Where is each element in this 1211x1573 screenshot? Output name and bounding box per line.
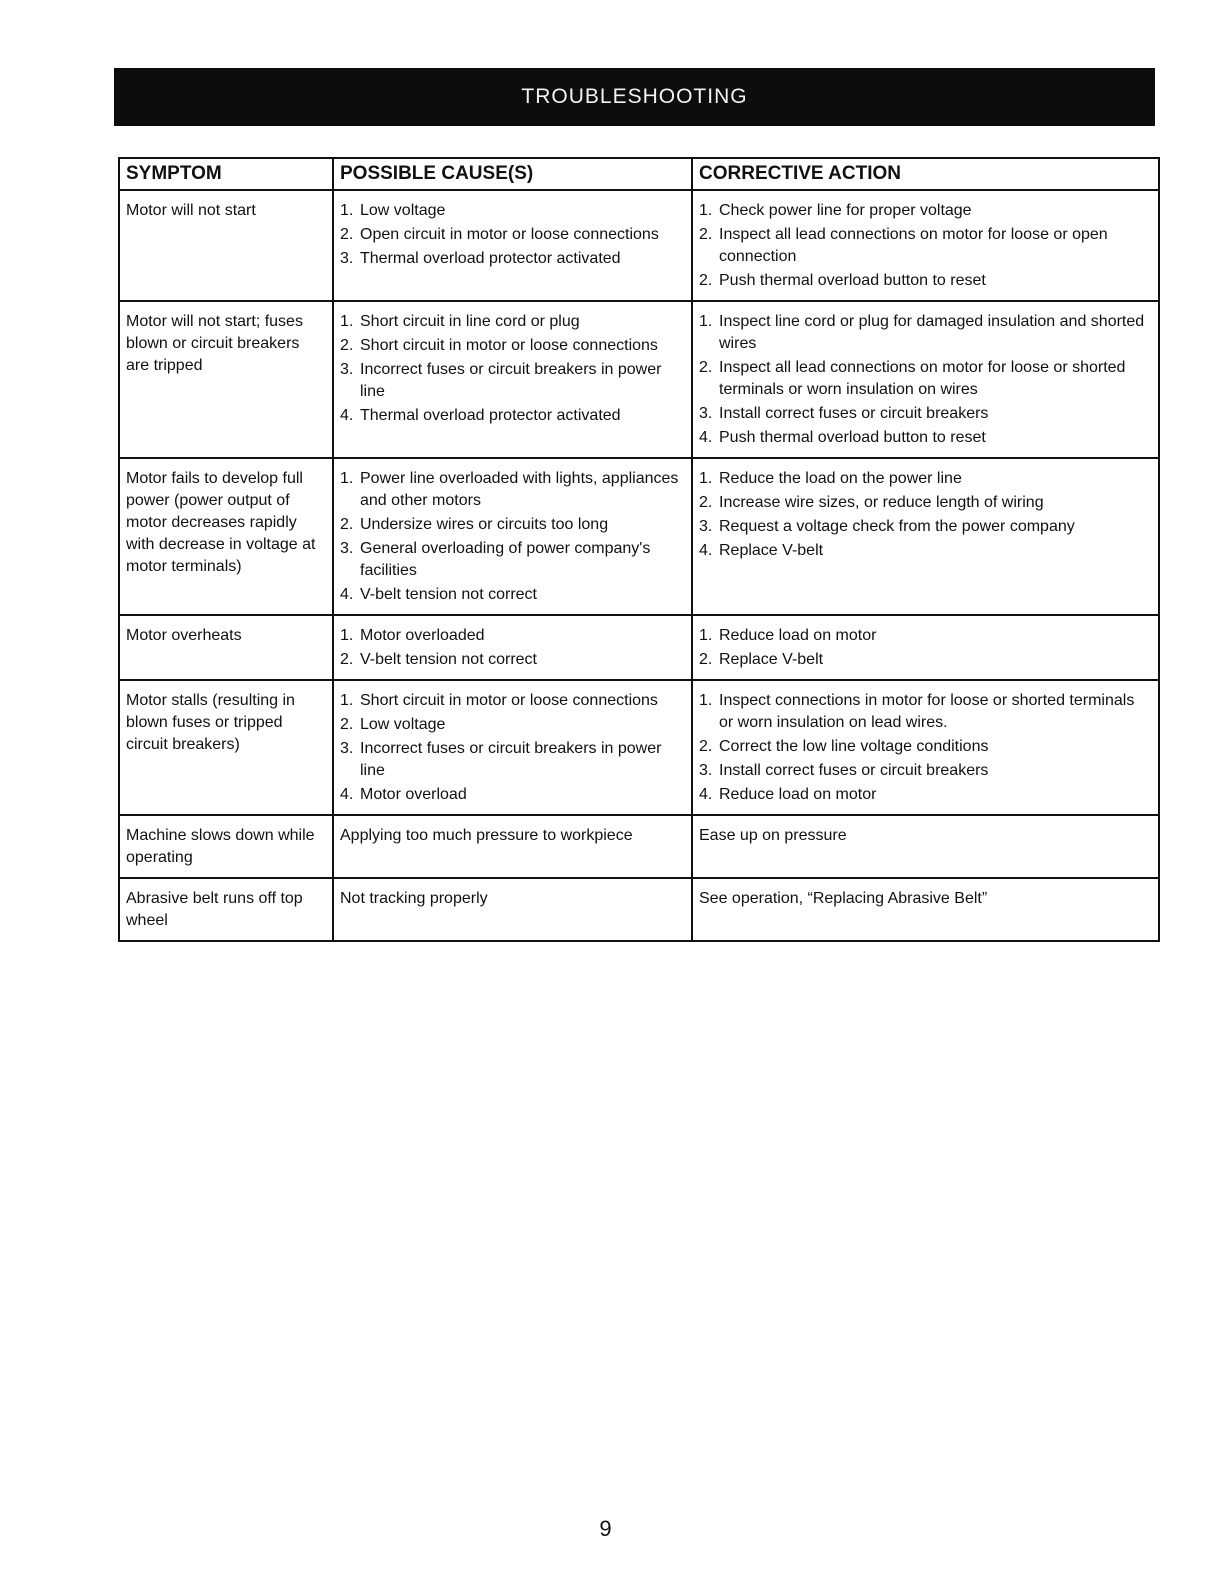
action-item [699,690,1152,734]
action-item-text: Replace V-belt [719,542,824,559]
cause-item-number: 1. [340,692,354,709]
action-item-text: Replace V-belt [719,651,824,668]
cause-item [340,200,685,222]
action-item-number: 4. [699,429,713,446]
cause-cell [333,615,692,680]
cause-item [340,714,685,736]
action-item-text: Ease up on pressure [699,827,847,844]
cause-item-text: V-belt tension not correct [360,586,537,603]
action-item-number: 2. [699,359,713,376]
action-item [699,625,1152,647]
action-item-text: Inspect line cord or plug for damaged insulation and shorted wires [719,313,1145,352]
action-item-number: 2. [699,738,713,755]
action-cell [692,615,1159,680]
cause-list [340,468,685,606]
action-list [699,690,1152,806]
cause-item-text: Short circuit in motor or loose connections [360,692,658,709]
action-item-text: Reduce the load on the power line [719,470,962,487]
action-item [699,760,1152,782]
symptom-cell: Motor stalls (resulting in blown fuses or tripped circuit breakers) [119,680,333,815]
cause-item-number: 2. [340,337,354,354]
cause-item [340,825,685,847]
cause-item-text: Motor overloaded [360,627,485,644]
cause-item [340,584,685,606]
action-item-text: See operation, “Replacing Abrasive Belt” [699,890,988,907]
cause-item [340,538,685,582]
action-item [699,427,1152,449]
action-item-number: 1. [699,627,713,644]
action-item-text: Inspect connections in motor for loose or shorted terminals or worn insulation on lead wires. [719,692,1135,731]
symptom-cell: Motor will not start; fuses blown or circuit breakers are tripped [119,301,333,458]
cause-item [340,359,685,403]
cause-item-text: Low voltage [360,716,446,733]
cause-item-number: 2. [340,716,354,733]
action-item-text: Increase wire sizes, or reduce length of wiring [719,494,1044,511]
cause-item [340,224,685,246]
cause-item [340,514,685,536]
header-symptom: SYMPTOM [119,158,333,190]
action-item-text: Check power line for proper voltage [719,202,972,219]
action-item-number: 4. [699,542,713,559]
cause-list [340,825,685,847]
cause-item-text: V-belt tension not correct [360,651,537,668]
cause-item-text: Low voltage [360,202,446,219]
symptom-cell: Abrasive belt runs off top wheel [119,878,333,941]
table-body [119,190,1159,941]
action-item-number: 1. [699,470,713,487]
cause-item [340,784,685,806]
cause-item-text: Undersize wires or circuits too long [360,516,609,533]
cause-item-text: Thermal overload protector activated [360,250,621,267]
table-header-row [119,158,1159,190]
action-item-number: 2. [699,226,713,243]
action-item [699,200,1152,222]
cause-item-text: Not tracking properly [340,890,488,907]
action-list [699,888,1152,910]
cause-cell [333,301,692,458]
table-row [119,190,1159,301]
cause-item [340,311,685,333]
symptom-cell: Motor overheats [119,615,333,680]
cause-item-number: 3. [340,361,354,378]
cause-list [340,311,685,427]
action-list [699,468,1152,562]
action-item-number: 1. [699,692,713,709]
section-banner [114,68,1155,126]
action-item-text: Inspect all lead connections on motor for loose or shorted terminals or worn insulation on wires [719,359,1126,398]
action-item-text: Install correct fuses or circuit breakers [719,762,989,779]
action-item-text: Reduce load on motor [719,627,877,644]
action-item-text: Install correct fuses or circuit breakers [719,405,989,422]
action-item [699,468,1152,490]
cause-item-number: 2. [340,516,354,533]
banner-title: TROUBLESHOOTING [521,85,748,108]
table-row [119,878,1159,941]
cause-list [340,200,685,270]
cause-item [340,690,685,712]
cause-cell [333,458,692,615]
cause-item-text: Short circuit in line cord or plug [360,313,580,330]
header-possible-causes: POSSIBLE CAUSE(S) [333,158,692,190]
action-cell [692,815,1159,878]
cause-item [340,625,685,647]
cause-item [340,335,685,357]
action-item-text: Reduce load on motor [719,786,877,803]
action-item [699,825,1152,847]
cause-item-text: Incorrect fuses or circuit breakers in power line [360,740,662,779]
action-item [699,516,1152,538]
action-cell [692,458,1159,615]
symptom-cell: Motor fails to develop full power (power output of motor decreases rapidly with decrease in voltage at motor terminals) [119,458,333,615]
cause-item-text: Short circuit in motor or loose connections [360,337,658,354]
page-number: 9 [599,1516,612,1541]
action-item [699,888,1152,910]
table-row [119,815,1159,878]
cause-item-number: 3. [340,250,354,267]
table-row [119,615,1159,680]
troubleshooting-table [118,157,1160,942]
symptom-cell: Machine slows down while operating [119,815,333,878]
action-item-text: Push thermal overload button to reset [719,429,986,446]
action-item-text: Request a voltage check from the power company [719,518,1075,535]
cause-item-number: 4. [340,786,354,803]
action-item-number: 3. [699,405,713,422]
cause-list [340,888,685,910]
table-row [119,301,1159,458]
action-item [699,649,1152,671]
action-cell [692,680,1159,815]
action-item-number: 3. [699,762,713,779]
action-item [699,784,1152,806]
action-item-text: Inspect all lead connections on motor for loose or open connection [719,226,1108,265]
cause-item-text: General overloading of power company's facilities [360,540,651,579]
action-cell [692,878,1159,941]
action-item [699,736,1152,758]
cause-item-number: 1. [340,627,354,644]
action-list [699,625,1152,671]
action-item-number: 2. [699,494,713,511]
action-item-number: 4. [699,786,713,803]
action-item [699,540,1152,562]
cause-list [340,690,685,806]
cause-item-number: 1. [340,202,354,219]
action-list [699,825,1152,847]
action-item [699,270,1152,292]
cause-item [340,649,685,671]
cause-item-number: 2. [340,226,354,243]
cause-item-number: 3. [340,740,354,757]
action-item-number: 1. [699,313,713,330]
action-cell [692,190,1159,301]
cause-item-text: Incorrect fuses or circuit breakers in power line [360,361,662,400]
action-item-number: 1. [699,202,713,219]
cause-item [340,468,685,512]
action-item [699,224,1152,268]
cause-item [340,405,685,427]
action-item [699,357,1152,401]
action-cell [692,301,1159,458]
cause-item [340,248,685,270]
action-item-text: Correct the low line voltage conditions [719,738,989,755]
cause-cell [333,190,692,301]
action-item [699,311,1152,355]
symptom-cell: Motor will not start [119,190,333,301]
action-item [699,492,1152,514]
action-item-number: 3. [699,518,713,535]
cause-cell [333,680,692,815]
action-item-number: 2. [699,272,713,289]
cause-item-text: Applying too much pressure to workpiece [340,827,633,844]
action-item-number: 2. [699,651,713,668]
cause-item-text: Open circuit in motor or loose connections [360,226,659,243]
cause-item [340,888,685,910]
cause-item-number: 3. [340,540,354,557]
cause-item [340,738,685,782]
table-row [119,680,1159,815]
cause-item-number: 1. [340,470,354,487]
cause-item-text: Power line overloaded with lights, appliances and other motors [360,470,679,509]
action-item [699,403,1152,425]
cause-cell [333,878,692,941]
cause-item-number: 4. [340,586,354,603]
action-item-text: Push thermal overload button to reset [719,272,986,289]
cause-item-text: Thermal overload protector activated [360,407,621,424]
action-list [699,311,1152,449]
action-list [699,200,1152,292]
cause-item-number: 4. [340,407,354,424]
cause-item-text: Motor overload [360,786,467,803]
cause-item-number: 2. [340,651,354,668]
cause-cell [333,815,692,878]
table-row [119,458,1159,615]
header-corrective-action: CORRECTIVE ACTION [692,158,1159,190]
cause-list [340,625,685,671]
cause-item-number: 1. [340,313,354,330]
